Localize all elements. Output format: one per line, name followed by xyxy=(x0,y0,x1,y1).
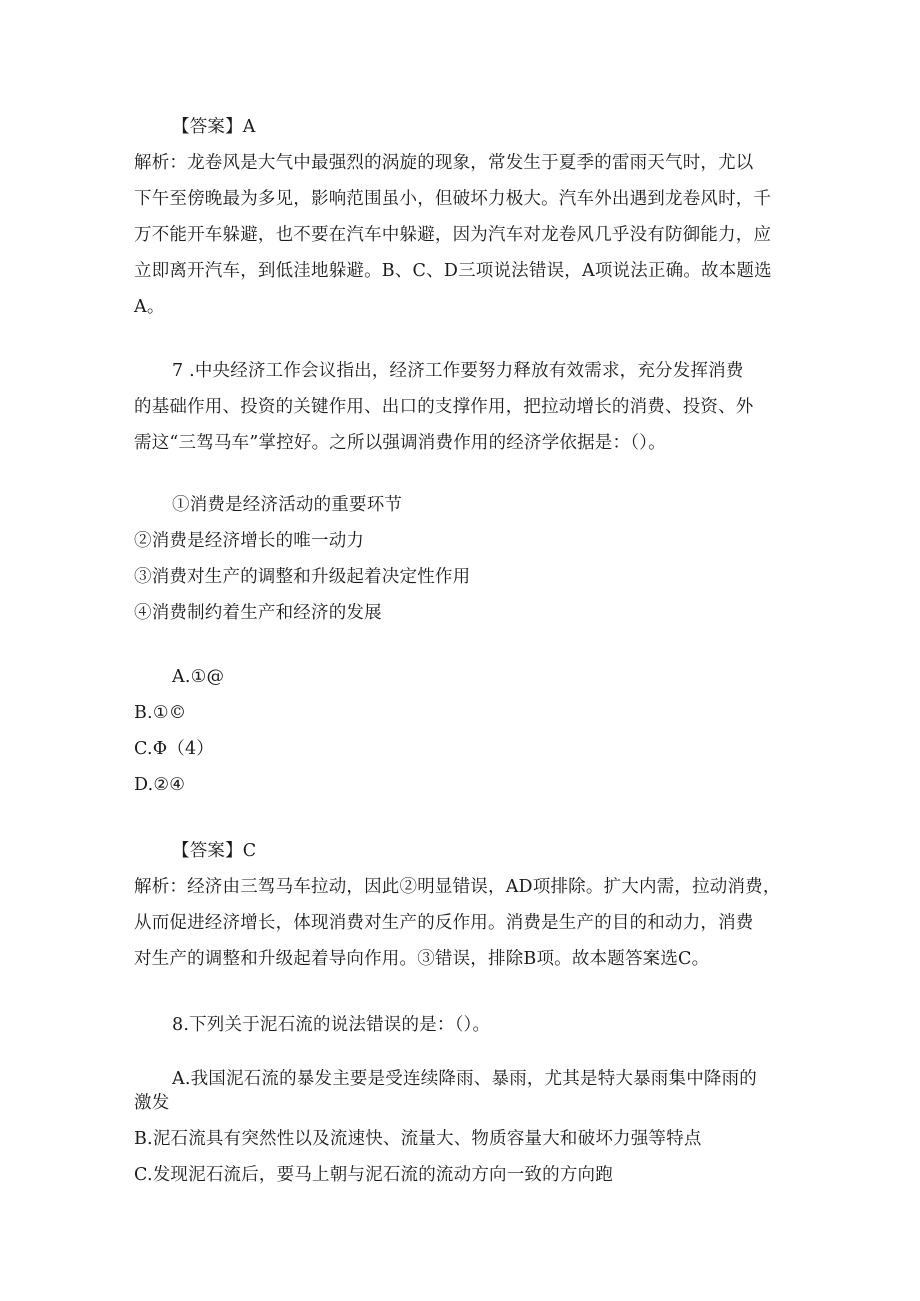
question-7-line-3: 需这“三驾马车”掌控好。之所以强调消费作用的经济学依据是：（）。 xyxy=(134,433,666,453)
answer-label-q7: 【答案】C xyxy=(172,841,257,861)
explanation-q7-line-2: 从而促进经济增长，体现消费对生产的反作用。消费是生产的目的和动力，消费 xyxy=(134,913,754,933)
answer-label-q6: 【答案】A xyxy=(172,117,256,137)
option-c-q7: C.Φ（4） xyxy=(134,739,215,759)
question-7-line-2: 的基础作用、投资的关键作用、出口的支撑作用，把拉动增长的消费、投资、外 xyxy=(134,397,754,417)
question-8: 8.下列关于泥石流的说法错误的是：（）。 xyxy=(172,1015,491,1035)
option-a-q7: A.①@ xyxy=(172,667,225,687)
explanation-q6-line-3: 万不能开车躲避，也不要在汽车中躲避，因为汽车对龙卷风几乎没有防御能力，应 xyxy=(134,225,772,245)
statement-3: ③消费对生产的调整和升级起着决定性作用 xyxy=(134,567,471,587)
option-a-q8-line-2: 激发 xyxy=(134,1093,170,1113)
option-c-q8: C.发现泥石流后，要马上朝与泥石流的流动方向一致的方向跑 xyxy=(134,1165,613,1185)
statement-2: ②消费是经济增长的唯一动力 xyxy=(134,531,365,551)
option-b-q7: B.①© xyxy=(134,703,187,723)
explanation-q7-line-3: 对生产的调整和升级起着导向作用。③错误，排除B项。故本题答案选C。 xyxy=(134,949,710,969)
explanation-q6-line-5: A。 xyxy=(134,297,165,317)
option-d-q7: D.②④ xyxy=(134,775,186,795)
question-7-line-1: 7 .中央经济工作会议指出，经济工作要努力释放有效需求，充分发挥消费 xyxy=(172,361,744,381)
explanation-q6-line-4: 立即离开汽车，到低洼地躲避。B、C、D三项说法错误，A项说法正确。故本题选 xyxy=(134,261,772,281)
option-b-q8: B.泥石流具有突然性以及流速快、流量大、物质容量大和破坏力强等特点 xyxy=(134,1129,702,1149)
explanation-q6-line-1: 解析：龙卷风是大气中最强烈的涡旋的现象，常发生于夏季的雷雨天气时，尤以 xyxy=(134,153,754,173)
explanation-q7-line-1: 解析：经济由三驾马车拉动，因此②明显错误，AD项排除。扩大内需，拉动消费， xyxy=(134,877,781,897)
statement-4: ④消费制约着生产和经济的发展 xyxy=(134,603,382,623)
statement-1: ①消费是经济活动的重要环节 xyxy=(172,495,403,515)
explanation-q6-line-2: 下午至傍晚最为多见，影响范围虽小，但破坏力极大。汽车外出遇到龙卷风时，千 xyxy=(134,189,772,209)
option-a-q8-line-1: A.我国泥石流的暴发主要是受连续降雨、暴雨，尤其是特大暴雨集中降雨的 xyxy=(172,1069,757,1089)
